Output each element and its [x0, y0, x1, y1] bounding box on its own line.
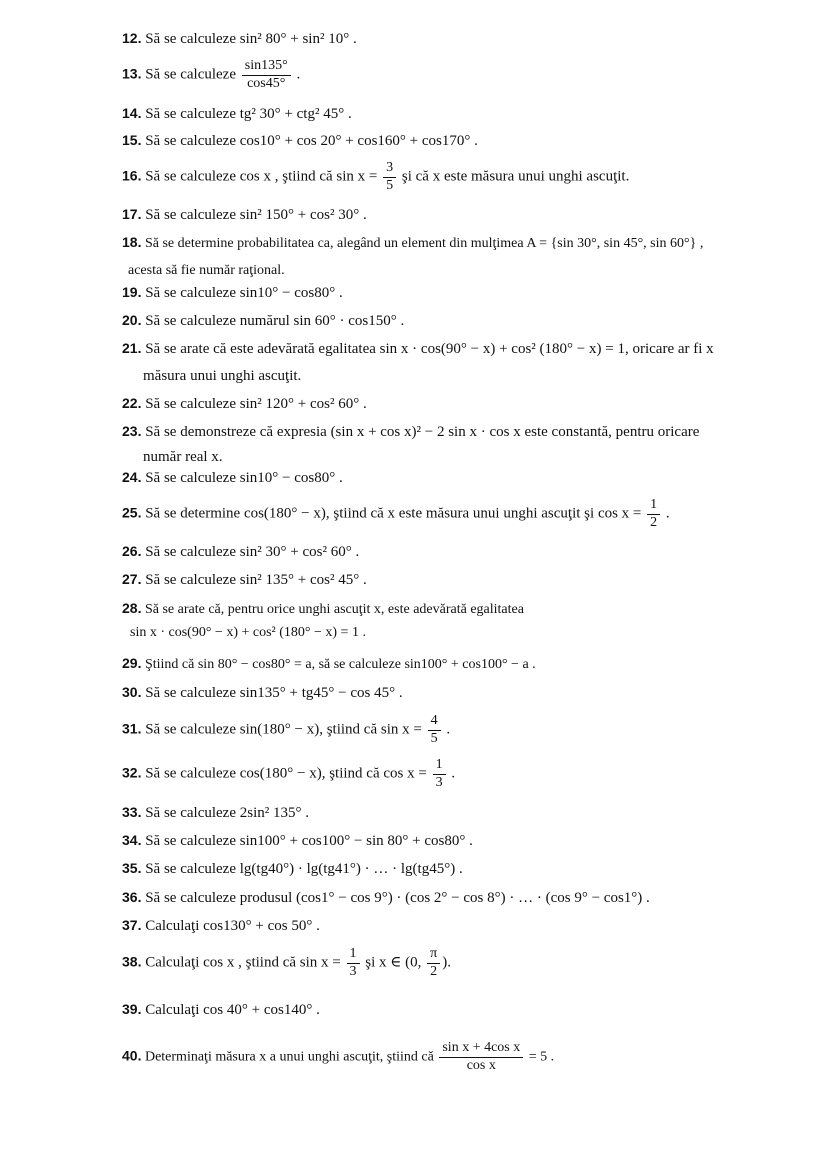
exercise-math: sin² 135° + cos² 45° . — [239, 572, 367, 588]
exercise-math: sin x = — [299, 954, 341, 971]
exercise-text: Să se calculeze — [145, 31, 236, 47]
exercise-35 — [122, 860, 798, 879]
fraction — [242, 58, 291, 93]
fraction — [439, 1040, 523, 1075]
exercise-23 — [122, 423, 798, 442]
exercise-text: Să se demonstreze că expresia — [145, 424, 327, 440]
fraction-denominator: 2 — [650, 514, 658, 530]
exercise-math: sin100° + cos100° − a . — [404, 657, 536, 672]
exercise-21-continuation: măsura unui unghi ascuţit. — [143, 368, 302, 384]
exercise-number: 26. — [122, 543, 142, 559]
exercise-math: A = {sin 30°, sin 45°, sin 60°} , — [526, 236, 704, 251]
exercise-number: 38. — [122, 953, 142, 970]
exercise-text: Ştiind că — [144, 657, 195, 672]
exercise-number: 34. — [122, 832, 142, 848]
fraction-numerator: 4 — [428, 713, 441, 731]
exercise-number: 37. — [122, 917, 142, 933]
exercise-31 — [122, 713, 798, 748]
exercise-number: 12. — [122, 30, 142, 46]
exercise-math: x ∈ (0, — [379, 954, 422, 971]
exercise-number: 24. — [122, 469, 142, 485]
exercise-number: 13. — [122, 65, 142, 82]
exercise-text: este constantă, pentru oricare — [524, 424, 700, 440]
exercise-math: sin 80° − cos80° = a — [197, 657, 312, 672]
exercise-math: . — [296, 66, 301, 83]
exercise-number: 25. — [122, 504, 142, 521]
exercise-math: sin100° + cos100° − sin 80° + cos80° . — [239, 833, 473, 849]
exercise-math: x — [259, 1049, 267, 1065]
exercise-19 — [122, 284, 798, 303]
exercise-math: cos 40° + cos140° . — [203, 1002, 320, 1018]
exercise-math: sin² 150° + cos² 30° . — [239, 207, 367, 223]
exercise-29 — [122, 655, 798, 674]
exercise-math: sin135° + tg45° − cos 45° . — [239, 685, 403, 701]
fraction — [427, 946, 440, 981]
exercise-math: lg(tg40°) · lg(tg41°) · … · lg(tg45°) . — [239, 861, 463, 877]
exercise-25 — [122, 497, 798, 532]
exercise-text: Să se calculeze — [145, 833, 236, 849]
exercise-18-continuation: acesta să fie număr raţional. — [128, 263, 285, 278]
exercise-number: 14. — [122, 105, 142, 121]
exercise-number: 32. — [122, 764, 142, 781]
fraction-numerator: 1 — [647, 497, 660, 515]
exercise-text: Să se calculeze — [145, 106, 236, 122]
exercise-text: a unui unghi ascuţit, ştiind că — [269, 1049, 434, 1065]
exercise-text: Să se calculeze — [145, 685, 236, 701]
exercise-text: Să se calculeze — [145, 544, 236, 560]
exercise-number: 22. — [122, 395, 142, 411]
exercise-number: 33. — [122, 804, 142, 820]
exercise-17 — [122, 206, 798, 225]
exercise-number: 30. — [122, 684, 142, 700]
exercise-math: sin² 120° + cos² 60° . — [239, 396, 367, 412]
exercise-number: 31. — [122, 720, 142, 737]
exercise-math: . — [665, 505, 670, 522]
fraction — [347, 946, 360, 981]
exercise-text: Să se calculeze — [145, 721, 236, 738]
exercise-number: 23. — [122, 423, 142, 439]
exercise-text: şi că x este măsura unui unghi ascuţit. — [401, 168, 630, 185]
exercise-number: 18. — [122, 234, 142, 250]
fraction-denominator: cos45° — [247, 75, 286, 91]
exercise-30 — [122, 684, 798, 703]
exercise-13 — [122, 58, 798, 93]
fraction-denominator: 3 — [435, 774, 443, 790]
exercise-text: Să se calculeze produsul — [145, 890, 293, 906]
exercise-22 — [122, 395, 798, 414]
exercise-math: sin10° − cos80° . — [239, 285, 343, 301]
exercise-math: sin10° − cos80° . — [239, 470, 343, 486]
exercise-text: , să se calculeze — [311, 657, 401, 672]
exercise-text: Să se arate că este adevărată egalitatea — [145, 341, 376, 357]
exercise-math: cos x , ştiind că — [203, 954, 297, 971]
exercise-text: Să se calculeze — [145, 285, 236, 301]
exercise-number: 40. — [122, 1047, 142, 1064]
exercise-text: Să se arate că, pentru orice unghi ascuţit x, este adevărată egalitatea — [144, 602, 524, 617]
exercise-28 — [122, 600, 798, 619]
exercise-14 — [122, 105, 798, 124]
exercise-33 — [122, 804, 798, 823]
exercise-math: sin(180° − x) — [239, 721, 320, 738]
exercise-math: sin x = — [336, 168, 378, 185]
exercise-16 — [122, 160, 798, 195]
exercise-40 — [122, 1040, 798, 1075]
exercise-math: cos x = — [597, 505, 642, 522]
exercise-28-continuation: sin x · cos(90° − x) + cos² (180° − x) = 1 . — [130, 625, 366, 640]
exercise-number: 29. — [122, 655, 142, 671]
exercise-math: cos x , ştiind că — [239, 168, 333, 185]
exercise-text: Să se determine — [145, 505, 241, 522]
exercise-text: Să se calculeze — [145, 765, 236, 782]
exercise-27 — [122, 571, 798, 590]
exercise-math: cos(180° − x) — [239, 765, 322, 782]
exercise-number: 16. — [122, 167, 142, 184]
exercise-34 — [122, 832, 798, 851]
exercise-number: 27. — [122, 571, 142, 587]
exercise-text: Să se calculeze — [145, 396, 236, 412]
exercise-math: sin² 80° + sin² 10° . — [239, 31, 357, 47]
exercise-36 — [122, 889, 798, 908]
exercise-text: Determinaţi măsura — [144, 1049, 256, 1065]
exercise-math: cos(180° − x) — [243, 505, 326, 522]
exercise-math: cos130° + cos 50° . — [203, 918, 320, 934]
exercise-math: sin² 30° + cos² 60° . — [239, 544, 360, 560]
fraction-numerator: π — [427, 946, 440, 964]
exercise-38 — [122, 946, 798, 981]
exercise-math: sin x = — [380, 721, 422, 738]
exercise-number: 20. — [122, 312, 142, 328]
exercise-math: cos x = — [383, 765, 427, 782]
exercise-26 — [122, 543, 798, 562]
fraction-numerator: 1 — [433, 757, 446, 775]
exercise-text: Să se calculeze — [145, 861, 236, 877]
exercise-text: şi — [365, 954, 376, 971]
exercise-39 — [122, 1001, 798, 1020]
fraction — [428, 713, 441, 748]
exercise-text: Să se calculeze numărul — [145, 313, 290, 329]
exercise-text: Calculaţi — [145, 1002, 200, 1018]
exercise-20 — [122, 312, 798, 331]
exercise-math: . — [451, 765, 456, 782]
exercise-math: ). — [442, 954, 451, 971]
exercise-number: 19. — [122, 284, 142, 300]
exercise-math: cos10° + cos 20° + cos160° + cos170° . — [239, 133, 478, 149]
exercise-24 — [122, 469, 798, 488]
exercise-text: Să se determine probabilitatea ca, alegând un element din mulţimea — [144, 236, 524, 251]
exercise-text: Să se calculeze — [145, 470, 236, 486]
exercise-text: Să se calculeze — [145, 133, 236, 149]
fraction-numerator: 3 — [383, 160, 396, 178]
exercise-math: = 5 . — [528, 1049, 555, 1065]
fraction-denominator: cos x — [466, 1057, 496, 1073]
exercise-number: 39. — [122, 1001, 142, 1017]
exercise-math: . — [446, 721, 451, 738]
fraction — [383, 160, 396, 195]
exercise-23-continuation: număr real x. — [143, 449, 223, 465]
exercise-number: 21. — [122, 340, 142, 356]
fraction-denominator: 2 — [430, 963, 438, 979]
fraction-numerator: sin x + 4cos x — [439, 1040, 523, 1058]
exercise-number: 36. — [122, 889, 142, 905]
exercise-text: Să se calculeze — [145, 207, 236, 223]
fraction-denominator: 3 — [349, 963, 357, 979]
exercise-math: sin x · cos(90° − x) + cos² (180° − x) = 1 — [379, 341, 625, 357]
exercise-math: sin 60° · cos150° . — [293, 313, 405, 329]
exercise-15 — [122, 132, 798, 151]
exercise-text: , ştiind că — [319, 721, 378, 738]
exercise-18 — [122, 234, 798, 253]
fraction-numerator: sin135° — [242, 58, 291, 76]
fraction — [433, 757, 446, 792]
exercise-text: Să se calculeze — [145, 572, 236, 588]
exercise-math: (cos1° − cos 9°) · (cos 2° − cos 8°) · … · (cos 9° − cos1°) . — [296, 890, 650, 906]
exercise-text: , ştiind că x este măsura unui unghi ascuţit şi — [325, 505, 595, 522]
exercise-12 — [122, 30, 798, 49]
exercise-text: Să se calculeze — [145, 805, 236, 821]
fraction-numerator: 1 — [347, 946, 360, 964]
exercise-32 — [122, 757, 798, 792]
exercise-text: Calculaţi — [145, 954, 200, 971]
exercise-number: 28. — [122, 600, 142, 616]
exercise-number: 35. — [122, 860, 142, 876]
exercise-math: (sin x + cos x)² − 2 sin x · cos x — [330, 424, 521, 440]
exercise-37 — [122, 917, 798, 936]
fraction-denominator: 5 — [386, 177, 394, 193]
exercise-math: tg² 30° + ctg² 45° . — [239, 106, 352, 122]
exercise-text: Să se calculeze — [145, 168, 236, 185]
fraction — [647, 497, 660, 532]
exercise-number: 15. — [122, 132, 142, 148]
exercise-number: 17. — [122, 206, 142, 222]
exercise-text: Calculaţi — [145, 918, 200, 934]
exercise-21 — [122, 340, 798, 359]
fraction-denominator: 5 — [430, 730, 438, 746]
exercise-math: 2sin² 135° . — [239, 805, 310, 821]
exercise-text: , oricare ar fi x — [624, 341, 714, 357]
exercise-text: , ştiind că — [321, 765, 380, 782]
exercise-text: Să se calculeze — [145, 66, 236, 83]
